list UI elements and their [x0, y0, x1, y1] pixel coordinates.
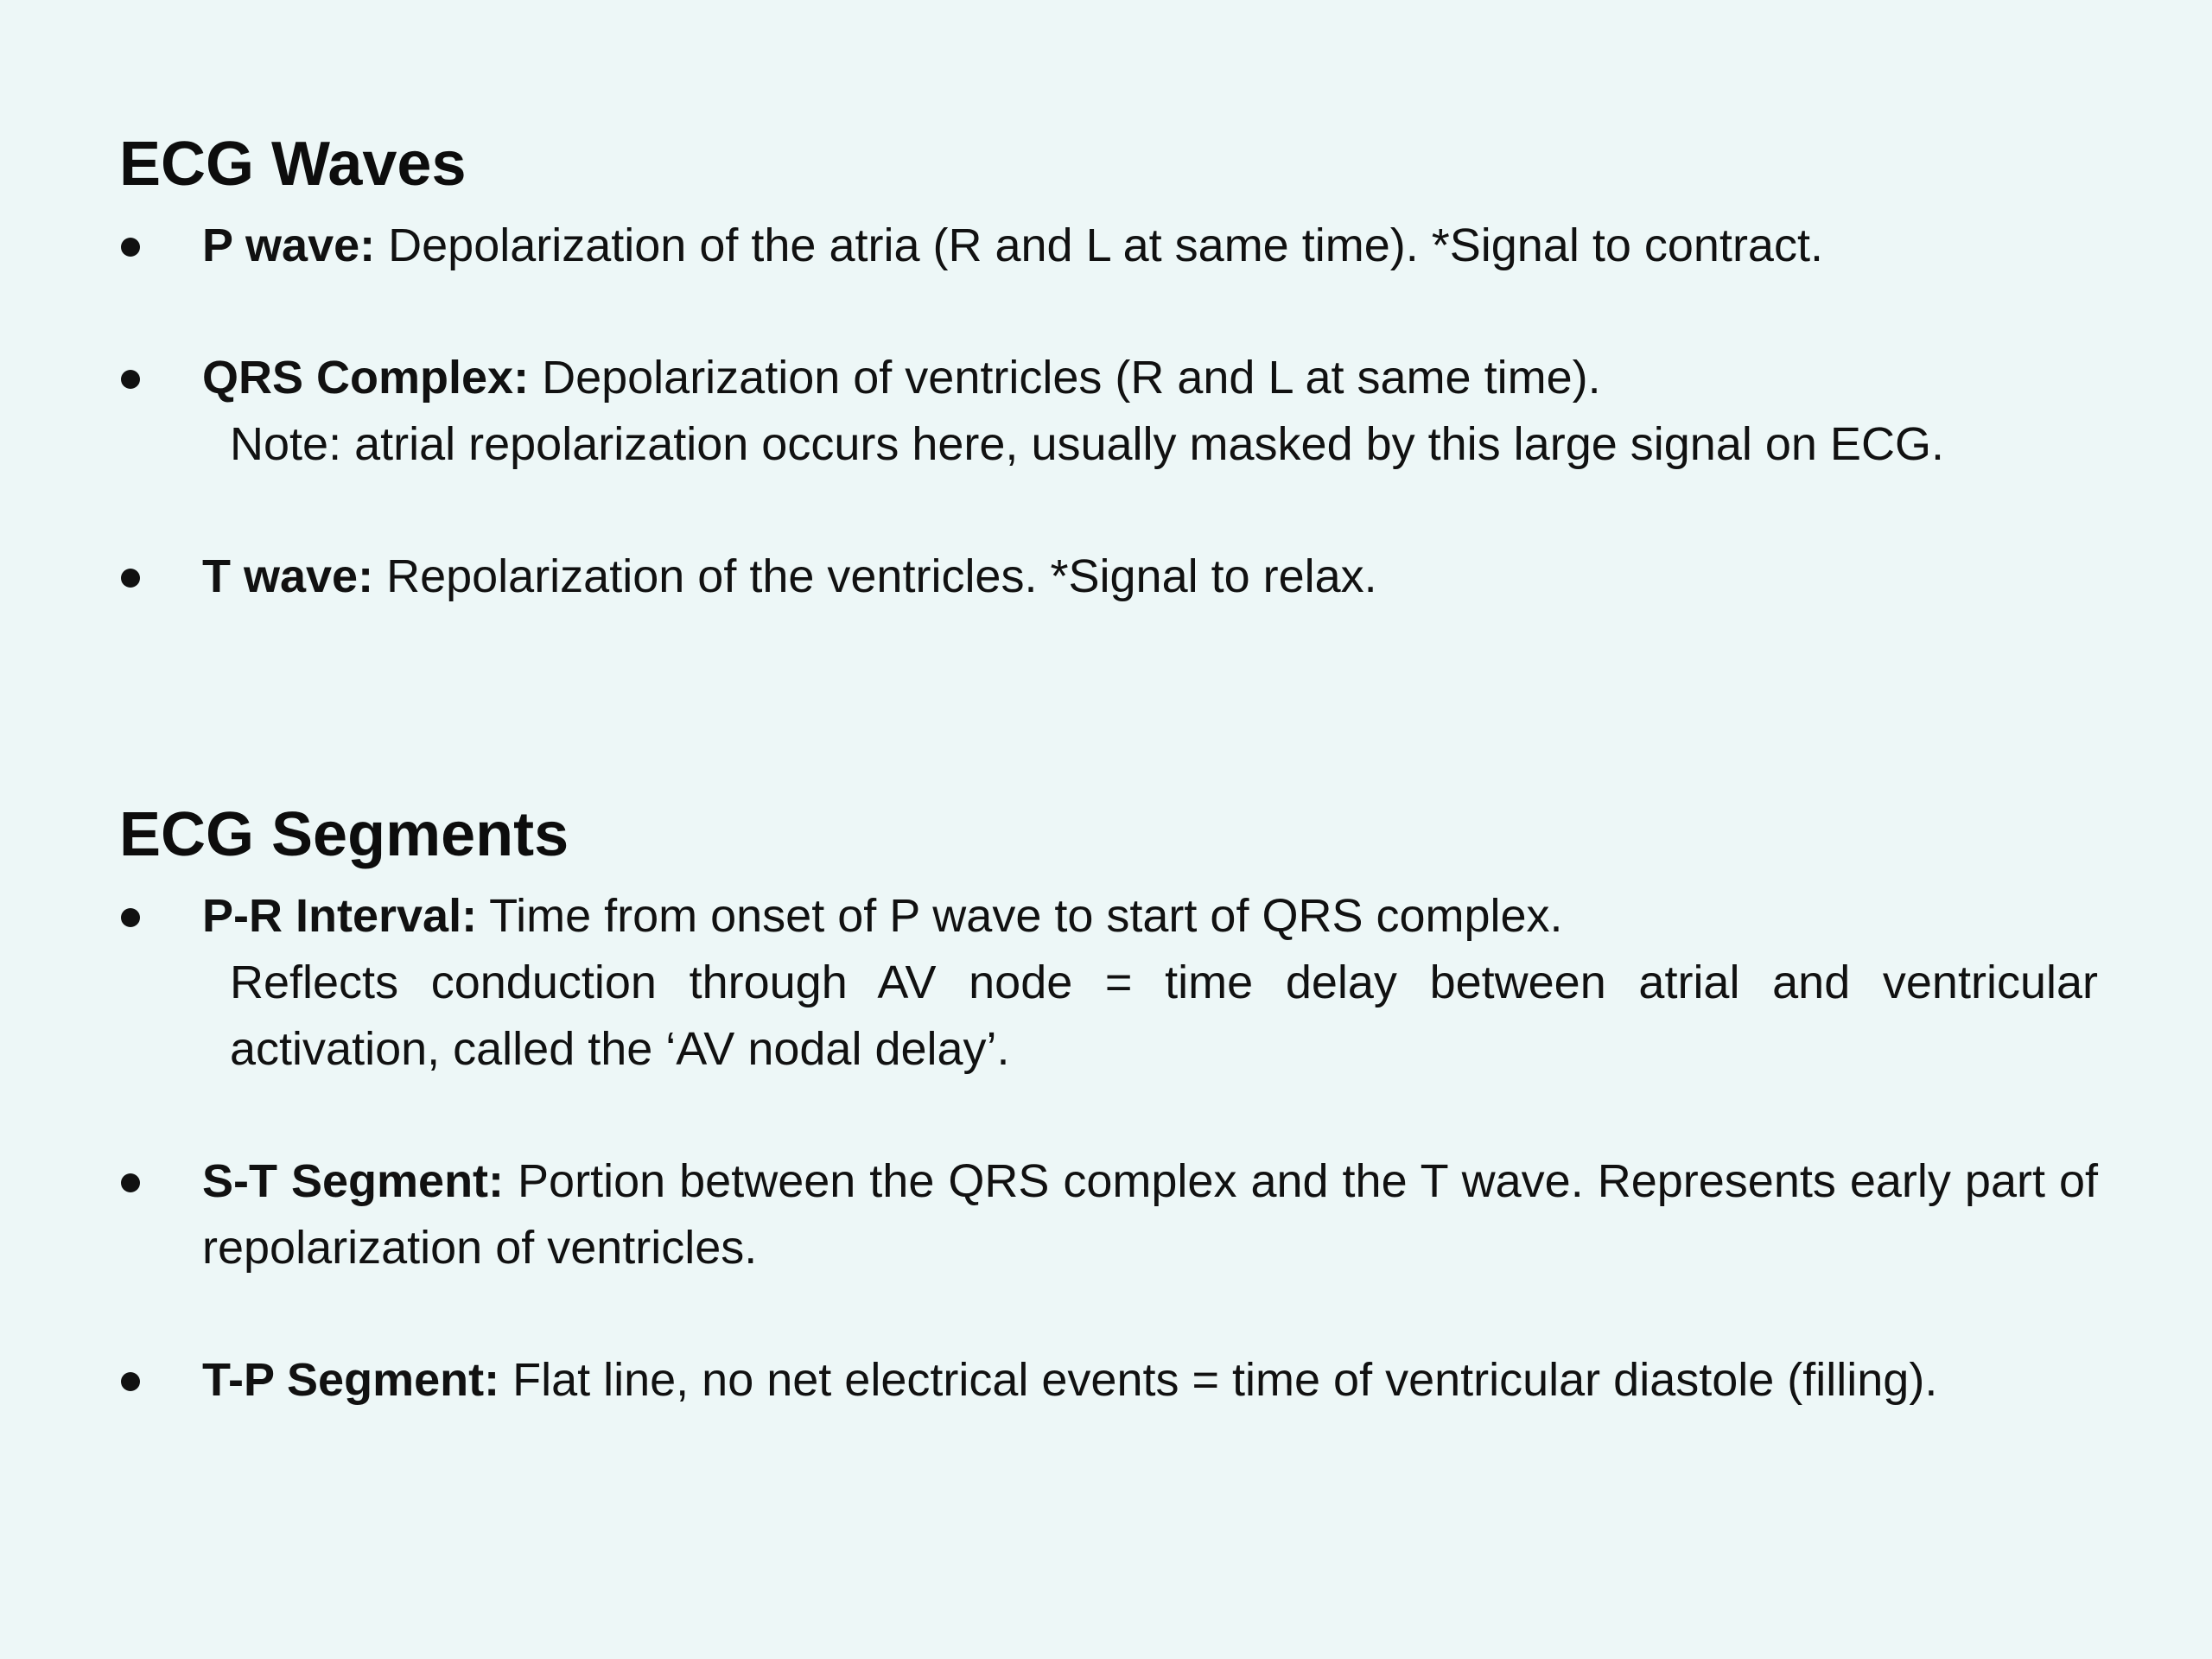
- description-st-segment: Portion between the QRS complex and the T wave. Represents early part of repolarization of ventricles.: [202, 1155, 2098, 1274]
- bullet-dot-icon: [121, 908, 140, 927]
- ecg-waves-list: [119, 213, 2098, 610]
- ecg-segments-title: ECG Segments: [119, 800, 569, 869]
- bullet-dot-icon: [121, 1173, 140, 1192]
- bullet-t-wave: [119, 543, 2098, 610]
- term-tp-segment: T-P Segment:: [202, 1354, 500, 1406]
- bullet-dot-icon: [121, 370, 140, 389]
- bullet-p-wave: [119, 213, 2098, 279]
- bullet-dot-icon: [121, 238, 140, 257]
- ecg-waves-section: [119, 121, 2098, 610]
- description-p-wave: Depolarization of the atria (R and L at same time). *Signal to contract.: [375, 219, 1823, 271]
- description-t-wave: Repolarization of the ventricles. *Signal to relax.: [373, 550, 1377, 602]
- ecg-waves-title: ECG Waves: [119, 130, 467, 199]
- description-tp-segment: Flat line, no net electrical events = time of ventricular diastole (filling).: [499, 1354, 1938, 1406]
- bullet-dot-icon: [121, 569, 140, 588]
- bullet-qrs-complex: [119, 345, 2098, 478]
- ecg-segments-section: [119, 791, 2098, 1414]
- term-t-wave: T wave:: [202, 550, 374, 602]
- note-qrs-complex: Note: atrial repolarization occurs here, usually masked by this large signal on ECG.: [230, 418, 1944, 470]
- description-qrs-complex: Depolarization of ventricles (R and L at same time).: [529, 352, 1601, 404]
- term-st-segment: S-T Segment:: [202, 1155, 505, 1207]
- bullet-st-segment: [119, 1148, 2098, 1281]
- bullet-tp-segment: [119, 1347, 2098, 1414]
- ecg-segments-list: [119, 883, 2098, 1414]
- note-pr-interval: Reflects conduction through AV node = time delay between atrial and ventricular activation, called the ‘AV nodal delay’.: [230, 957, 2098, 1075]
- bullet-pr-interval: [119, 883, 2098, 1083]
- bullet-dot-icon: [121, 1372, 140, 1391]
- term-pr-interval: P-R Interval:: [202, 890, 478, 942]
- description-pr-interval: Time from onset of P wave to start of QRS complex.: [477, 890, 1563, 942]
- term-p-wave: P wave:: [202, 219, 376, 271]
- term-qrs-complex: QRS Complex:: [202, 352, 530, 404]
